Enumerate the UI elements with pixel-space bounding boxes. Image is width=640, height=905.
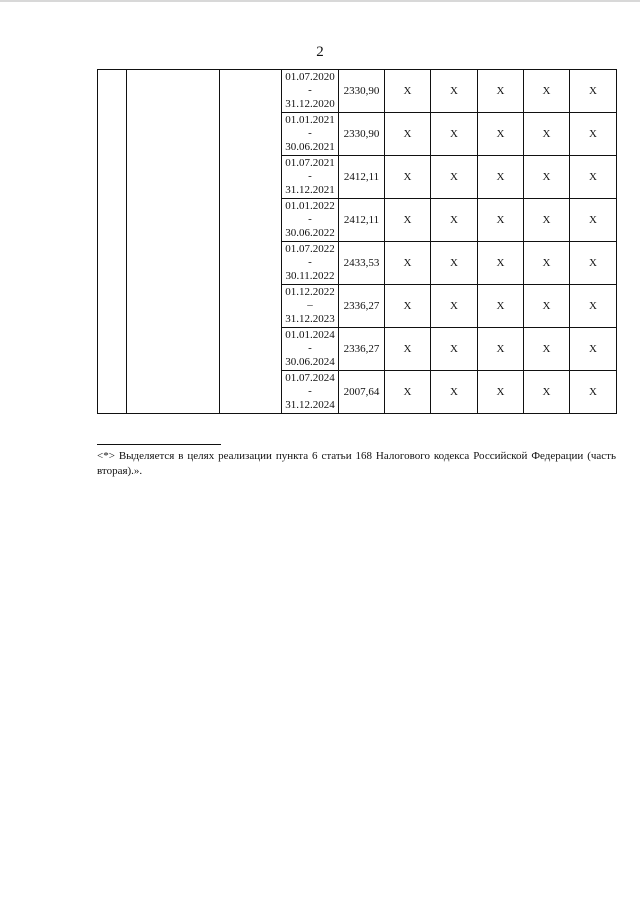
period-cell: 01.07.2020 - 31.12.2020	[282, 70, 339, 113]
mark-cell: Х	[431, 328, 478, 371]
mark-cell: Х	[385, 156, 431, 199]
top-edge-line	[0, 0, 640, 2]
price-cell: 2330,90	[339, 70, 385, 113]
mark-cell: Х	[524, 199, 570, 242]
page-number: 2	[316, 44, 324, 60]
period-cell: 01.07.2022 - 30.11.2022	[282, 242, 339, 285]
price-cell: 2330,90	[339, 113, 385, 156]
mark-cell: Х	[524, 113, 570, 156]
merged-cell-organization	[127, 70, 220, 414]
mark-cell: Х	[570, 70, 617, 113]
mark-cell: Х	[570, 156, 617, 199]
mark-cell: Х	[524, 285, 570, 328]
mark-cell: Х	[431, 113, 478, 156]
period-cell: 01.01.2021 - 30.06.2021	[282, 113, 339, 156]
mark-cell: Х	[478, 371, 524, 414]
tariff-table	[97, 69, 617, 414]
mark-cell: Х	[385, 199, 431, 242]
mark-cell: Х	[385, 242, 431, 285]
mark-cell: Х	[478, 242, 524, 285]
price-cell: 2336,27	[339, 328, 385, 371]
mark-cell: Х	[385, 113, 431, 156]
mark-cell: Х	[478, 285, 524, 328]
mark-cell: Х	[524, 242, 570, 285]
price-cell: 2336,27	[339, 285, 385, 328]
mark-cell: Х	[570, 285, 617, 328]
mark-cell: Х	[570, 199, 617, 242]
footnote-divider	[97, 444, 221, 445]
mark-cell: Х	[385, 328, 431, 371]
mark-cell: Х	[478, 156, 524, 199]
mark-cell: Х	[524, 328, 570, 371]
price-cell: 2007,64	[339, 371, 385, 414]
tariff-table-body	[98, 70, 617, 414]
period-cell: 01.07.2024 - 31.12.2024	[282, 371, 339, 414]
price-cell: 2412,11	[339, 156, 385, 199]
mark-cell: Х	[431, 199, 478, 242]
mark-cell: Х	[431, 156, 478, 199]
mark-cell: Х	[431, 285, 478, 328]
price-cell: 2433,53	[339, 242, 385, 285]
mark-cell: Х	[570, 242, 617, 285]
mark-cell: Х	[431, 371, 478, 414]
period-cell: 01.12.2022 – 31.12.2023	[282, 285, 339, 328]
mark-cell: Х	[570, 113, 617, 156]
mark-cell: Х	[431, 242, 478, 285]
mark-cell: Х	[385, 285, 431, 328]
period-cell: 01.01.2024 - 30.06.2024	[282, 328, 339, 371]
mark-cell: Х	[478, 70, 524, 113]
mark-cell: Х	[431, 70, 478, 113]
merged-cell-number	[98, 70, 127, 414]
mark-cell: Х	[478, 199, 524, 242]
mark-cell: Х	[524, 371, 570, 414]
period-cell: 01.01.2022 - 30.06.2022	[282, 199, 339, 242]
mark-cell: Х	[570, 328, 617, 371]
table-row	[98, 70, 617, 113]
mark-cell: Х	[478, 113, 524, 156]
merged-cell-tariff-type	[220, 70, 282, 414]
footnote-text: <*> Выделяется в целях реализации пункта 6 статьи 168 Налогового кодекса Российской Федерации (часть вторая).».	[97, 450, 616, 477]
mark-cell: Х	[478, 328, 524, 371]
mark-cell: Х	[524, 70, 570, 113]
mark-cell: Х	[385, 70, 431, 113]
mark-cell: Х	[524, 156, 570, 199]
period-cell: 01.07.2021 - 31.12.2021	[282, 156, 339, 199]
price-cell: 2412,11	[339, 199, 385, 242]
mark-cell: Х	[385, 371, 431, 414]
mark-cell: Х	[570, 371, 617, 414]
